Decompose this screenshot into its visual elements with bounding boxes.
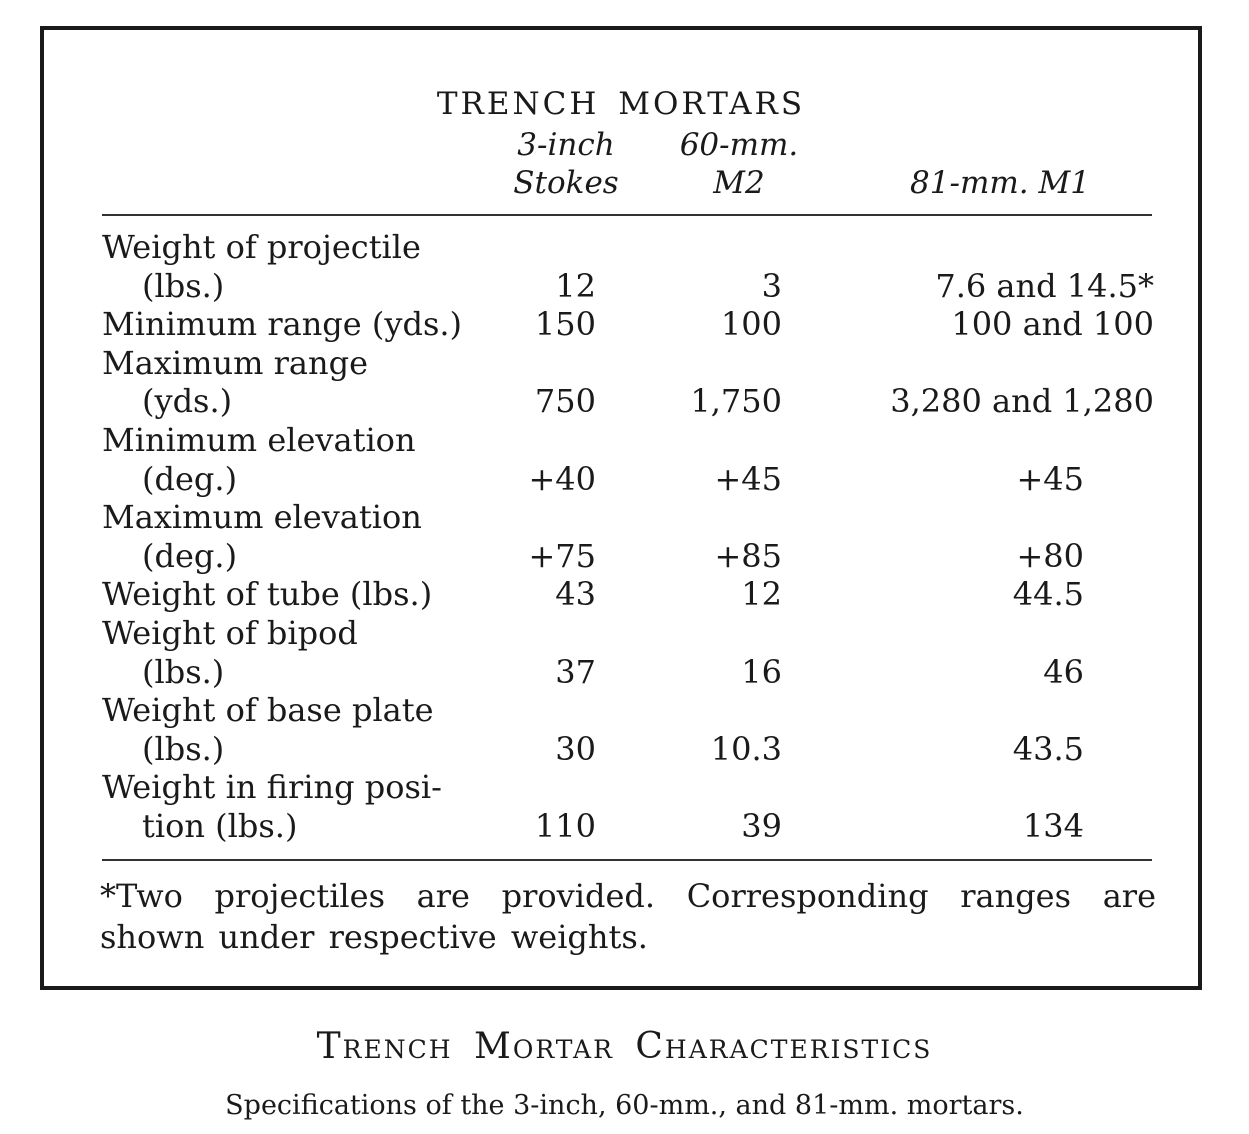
row-value: +85	[714, 536, 782, 575]
row-label: Weight in firing posi-	[102, 768, 442, 807]
table-frame	[40, 26, 1202, 990]
row-value: 3,280 and 1,280	[890, 382, 1154, 421]
column-header-60mm-m2	[664, 126, 814, 202]
row-value: 44.5	[1012, 575, 1084, 614]
row-label: (deg.)	[142, 459, 238, 498]
row-value: +45	[714, 459, 782, 498]
column-header-3-inch-stokes	[506, 126, 626, 202]
row-value: 12	[741, 575, 782, 614]
row-value: +45	[1016, 459, 1084, 498]
column-header-line2: Stokes	[513, 165, 619, 201]
row-value: 134	[1022, 807, 1084, 845]
row-label: Weight of tube (lbs.)	[102, 575, 433, 614]
row-value: 7.6 and 14.5*	[935, 266, 1154, 305]
row-label: Weight of bipod	[102, 614, 358, 652]
row-value: 46	[1043, 652, 1084, 691]
row-value: 10.3	[710, 729, 782, 768]
row-value: 750	[534, 382, 596, 421]
column-header-line1: 3-inch	[517, 127, 615, 163]
row-value: 37	[555, 652, 596, 691]
row-label: Maximum elevation	[102, 498, 422, 537]
row-label: (lbs.)	[142, 729, 225, 768]
caption-title: Trench Mortar Characteristics	[316, 1026, 933, 1067]
table-footnote: *Two projectiles are provided. Corresponding ranges are shown under respective weights.	[100, 877, 1156, 956]
row-value: 1,750	[690, 382, 782, 421]
row-value: 100	[720, 305, 782, 344]
row-value: 12	[555, 266, 596, 305]
row-value: 30	[555, 729, 596, 768]
column-header-81mm-m1	[880, 126, 1120, 202]
column-header-line2: 81-mm. M1	[910, 165, 1090, 201]
row-label: (yds.)	[142, 382, 233, 421]
row-label: Weight of base plate	[102, 691, 434, 730]
row-label: Minimum range (yds.)	[102, 305, 463, 344]
row-label: (lbs.)	[142, 266, 225, 305]
caption-subtitle: Specifications of the 3-inch, 60-mm., and 81-mm. mortars.	[225, 1090, 1024, 1121]
row-label: (deg.)	[142, 536, 238, 575]
footer-rule	[102, 859, 1152, 861]
row-value: 39	[741, 807, 782, 845]
row-value: +75	[528, 536, 596, 575]
row-value: +40	[528, 459, 596, 498]
row-label: Weight of projectile	[102, 228, 421, 266]
row-value: 110	[534, 807, 596, 845]
row-label: Maximum range	[102, 343, 368, 382]
row-value: 100 and 100	[951, 305, 1154, 344]
column-header-line2: M2	[713, 165, 765, 201]
table-title: TRENCH MORTARS	[436, 86, 806, 122]
row-value: +80	[1016, 536, 1084, 575]
column-header-line1	[880, 126, 1120, 164]
row-value: 150	[534, 305, 596, 344]
row-value: 16	[741, 652, 782, 691]
row-value: 43.5	[1012, 729, 1084, 768]
row-value: 3	[761, 266, 782, 305]
column-header-line1: 60-mm.	[679, 127, 799, 163]
header-rule	[102, 214, 1152, 216]
row-label: (lbs.)	[142, 652, 225, 691]
row-label: tion (lbs.)	[142, 807, 298, 845]
row-label: Minimum elevation	[102, 421, 416, 459]
row-value: 43	[555, 575, 596, 614]
